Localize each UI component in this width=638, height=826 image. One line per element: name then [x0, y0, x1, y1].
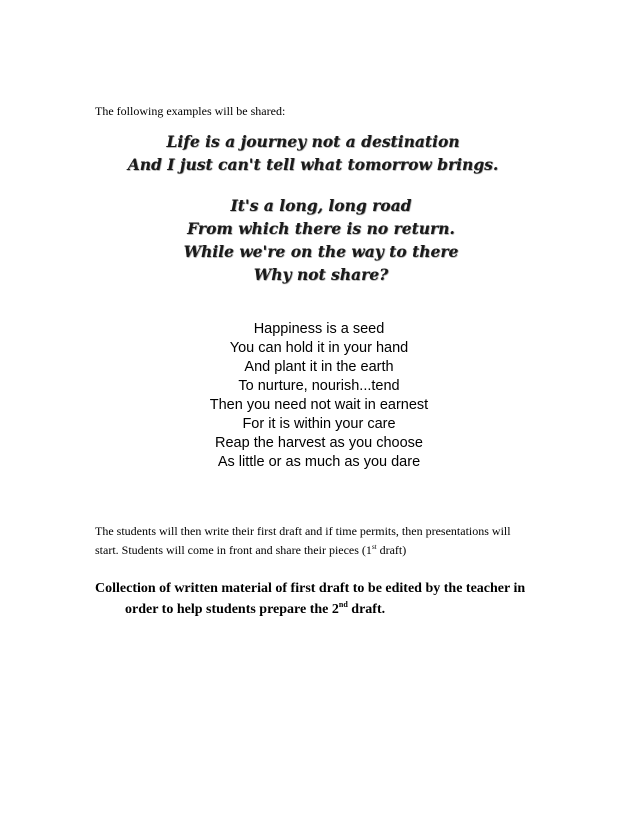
- poem-journey: [0, 130, 632, 176]
- paragraph-text: start. Students will come in front and share their pieces (1: [95, 543, 372, 557]
- poem-line: As little or as much as you dare: [217, 454, 421, 470]
- poem-line: Why not share?: [253, 265, 389, 284]
- ordinal-suffix: st: [371, 543, 377, 551]
- poem-line: And plant it in the earth: [244, 359, 394, 375]
- poem-line: Reap the harvest as you choose: [215, 435, 423, 451]
- collection-heading: [95, 578, 575, 620]
- intro-text: The following examples will be shared:: [95, 104, 286, 118]
- poem-line: For it is within your care: [242, 416, 396, 432]
- poem-line: Then you need not wait in earnest: [209, 397, 429, 413]
- collection-text: draft.: [347, 602, 386, 617]
- poem-line: Life is a journey not a destination: [166, 132, 460, 151]
- poem-long-road: [2, 194, 638, 286]
- poem-line: While we're on the way to there: [183, 242, 459, 261]
- ordinal-suffix: nd: [338, 600, 348, 609]
- paragraph-text: draft): [376, 543, 407, 557]
- paragraph-line: The students will then write their first draft and if time permits, then presentations will: [95, 524, 511, 538]
- collection-text: order to help students prepare the 2: [125, 602, 339, 617]
- poem-line: It's a long, long road: [230, 196, 412, 215]
- poem-line: Happiness is a seed: [253, 321, 385, 337]
- collection-line: Collection of written material of first draft to be edited by the teacher in: [95, 581, 526, 596]
- poem-line: To nurture, nourish...tend: [238, 378, 400, 394]
- poem-line: And I just can't tell what tomorrow brings.: [127, 155, 499, 174]
- poem-line: You can hold it in your hand: [229, 340, 409, 356]
- paragraph-line: [95, 541, 555, 560]
- poem-happiness: [0, 320, 638, 472]
- instructions-paragraph: [95, 522, 555, 560]
- poem-line: From which there is no return.: [187, 219, 455, 238]
- collection-line: [95, 599, 575, 620]
